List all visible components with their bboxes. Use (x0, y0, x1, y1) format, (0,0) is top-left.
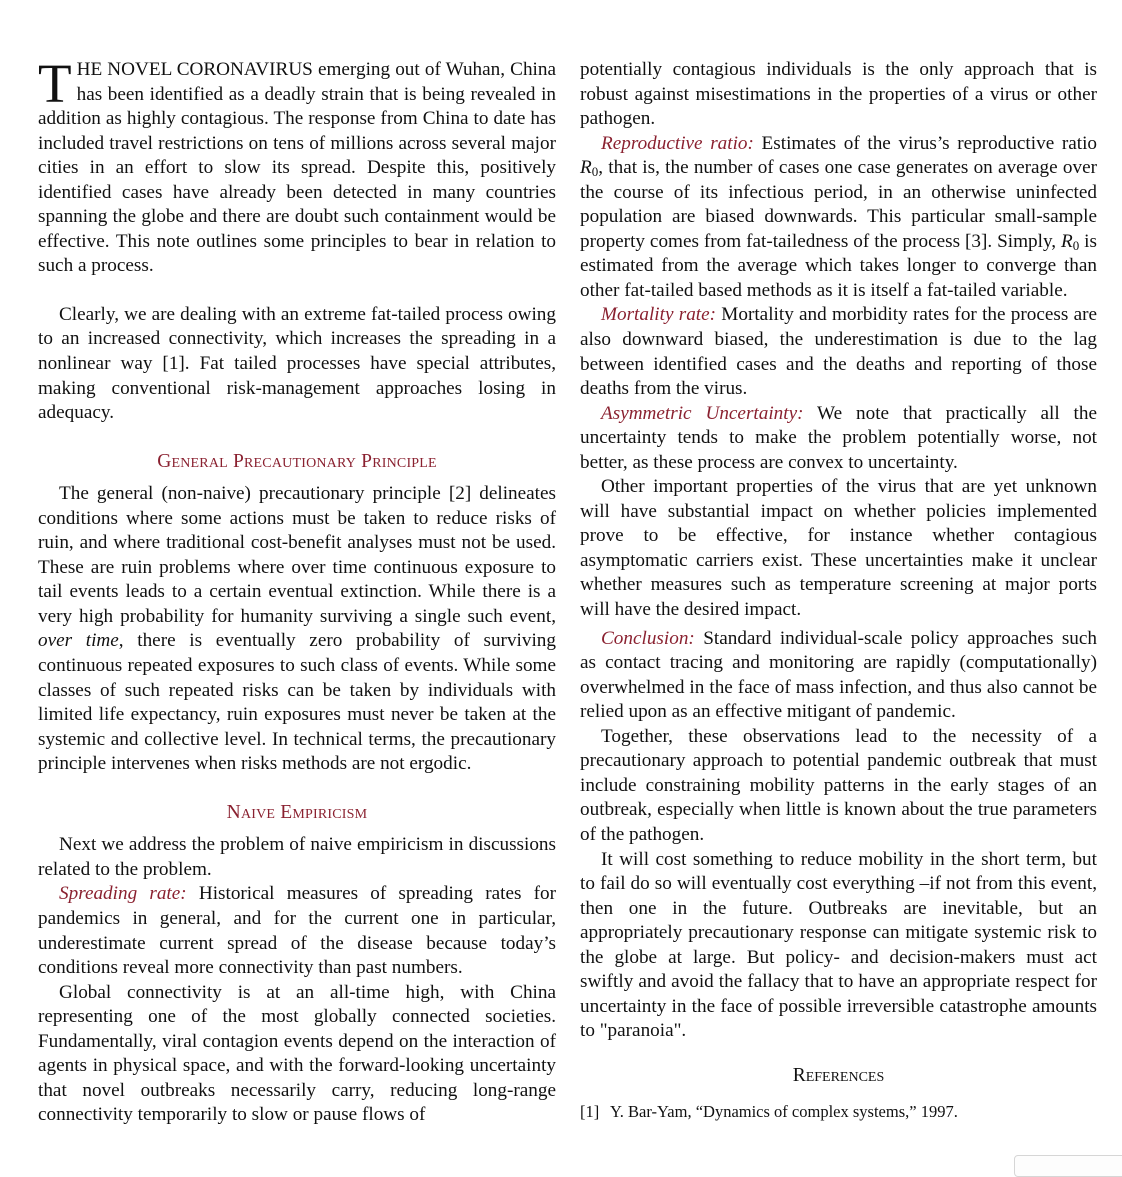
intro-text: emerging out of Wuhan, China has been identified as a deadly strain that is being revealed in addition as highly contagious. The response from China to date has included travel restrictions on tens of millions across several major cities in an effort to slow its spread. Despite this, positively identified cases have already been detected in many countries spanning the globe and there are doubt such containment would be effective. This note outlines some principles to bear in relation to such a process. (38, 59, 556, 277)
conclusion-paragraph (580, 627, 1097, 725)
r0-symbol-2: $R_0$ (1061, 230, 1080, 253)
intro-lead-caps: HE NOVEL CORONAVIRUS (76, 59, 313, 80)
intro-paragraph (38, 53, 556, 279)
spreading-rate-title: Spreading rate: (59, 883, 187, 905)
section-heading-naive-empiricism: Naive Empiricism (226, 801, 368, 823)
reproductive-text-2: , that is, the number of cases one case generates on average over the course of its infectious period, in an otherwise uninfected population are biased downwards. This particular small-sample property comes from fat-tailedness of the process [3]. Simply, (580, 157, 1097, 252)
spreading-rate-paragraph (38, 882, 556, 980)
together-paragraph: Together, these observations lead to the necessity of a precautionary approach to potential pandemic outbreak that must include constraining mobility patterns in the early stages of an outbreak, especially when little is known about the true parameters of the pathogen. (580, 725, 1097, 845)
reproductive-text-1: Estimates of the virus’s reproductive ratio (753, 132, 1097, 154)
other-properties-paragraph: Other important properties of the virus that are yet unknown will have substantial impact on whether policies implemented prove to be effective, for instance whether contagious asymptomatic carriers exist. These uncertainties make it unclear whether measures such as temperature screening at major ports will have the desired impact. (580, 476, 1097, 621)
mortality-rate-title: Mortality rate: (601, 304, 717, 326)
connectivity-paragraph: Global connectivity is at an all-time high, with China representing one of the most globally connected societies. Fundamentally, viral contagion events depend on the interaction of agents in physical space, and with the forward-looking uncertainty that novel outbreaks necessarily carry, reducing long-range connectivity temporarily to slow or pause flows of (38, 981, 556, 1126)
fat-tail-paragraph: Clearly, we are dealing with an extreme fat-tailed process owing to an increased connectivity, which increases the spreading in a nonlinear way [1]. Fat tailed processes have special attributes, making conventional risk-management approaches losing in adequacy. (38, 303, 556, 424)
conclusion-title: Conclusion: (601, 627, 695, 649)
spreading-rate-text: Historical measures of spreading rates for pandemics in general, and for the current one in particular, underestimate current spread of the disease because today’s conditions reveal more connectivity than past numbers. (38, 883, 556, 979)
naive-intro-paragraph: Next we address the problem of naive empiricism in discussions related to the problem. (38, 834, 556, 880)
reproductive-text-3: is estimated from the average which takes longer to converge than other fat-tailed based methods as it is itself a fat-tailed variable. (580, 230, 1097, 301)
precautionary-emphasis: over time (38, 630, 119, 652)
right-column (580, 58, 1097, 1125)
reproductive-ratio-paragraph (580, 132, 1097, 304)
reference-text: Y. Bar-Yam, “Dynamics of complex systems,” 1997. (610, 1102, 958, 1122)
precautionary-paragraph (38, 482, 556, 777)
reproductive-ratio-title: Reproductive ratio: (601, 132, 754, 154)
mortality-rate-text: Mortality and morbidity rates for the process are also downward biased, the underestimation is due to the lag between identified cases and the deaths and reporting of those deaths from the virus. (580, 304, 1097, 400)
conclusion-text: Standard individual-scale policy approaches such as contact tracing and monitoring are rapidly (computationally) overwhelmed in the face of mass infection, and thus also cannot be relied upon as an effective mitigant of pandemic. (580, 627, 1097, 723)
precautionary-text-before: The general (non-naive) precautionary principle [2] delineates conditions where some actions must be taken to reduce risks of ruin, and where traditional cost-benefit analyses must not be used. These are ruin problems where over time continuous exposure to tail events leads to a certain eventual extinction. While there is a very high probability for humanity surviving a single such event, (38, 483, 556, 627)
reference-number: [1] (580, 1102, 600, 1122)
r0-symbol: $R_0$ (580, 157, 599, 180)
corner-overlay-box (1014, 1155, 1122, 1177)
drop-cap: T (38, 53, 72, 114)
left-column (38, 53, 556, 1128)
mortality-rate-paragraph (580, 303, 1097, 401)
continued-paragraph: potentially contagious individuals is the only approach that is robust against misestimations in the properties of a virus or other pathogen. (580, 59, 1097, 130)
paragraph-gap (38, 279, 556, 303)
reference-item (580, 1100, 1097, 1125)
asymmetric-uncertainty-text: We note that practically all the uncertainty tends to make the problem potentially worse, not better, as these process are convex to uncertainty. (580, 402, 1097, 473)
asymmetric-uncertainty-title: Asymmetric Uncertainty: (601, 402, 804, 424)
precautionary-text-after: , there is eventually zero probability of surviving continuous repeated exposures to such class of events. While some classes of such repeated risks can be taken by individuals with limited life expectancy, ruin exposures must never be taken at the systemic and collective level. In technical terms, the precautionary principle intervenes when risks methods are not ergodic. (38, 630, 556, 775)
section-heading-precautionary: General Precautionary Principle (157, 450, 437, 472)
cost-paragraph: It will cost something to reduce mobility in the short term, but to fail do so will eventually cost everything –if not from this event, then one in the future. Outbreaks are inevitable, but an appropriately precautionary response can mitigate systemic risk to the globe at large. But policy- and decision-makers must act swiftly and avoid the fallacy that to have an appropriate respect for uncertainty in the face of possible irreversible catastrophe amounts to "paranoia". (580, 848, 1097, 1042)
asymmetric-uncertainty-paragraph (580, 402, 1097, 476)
references-heading: References (792, 1064, 885, 1086)
